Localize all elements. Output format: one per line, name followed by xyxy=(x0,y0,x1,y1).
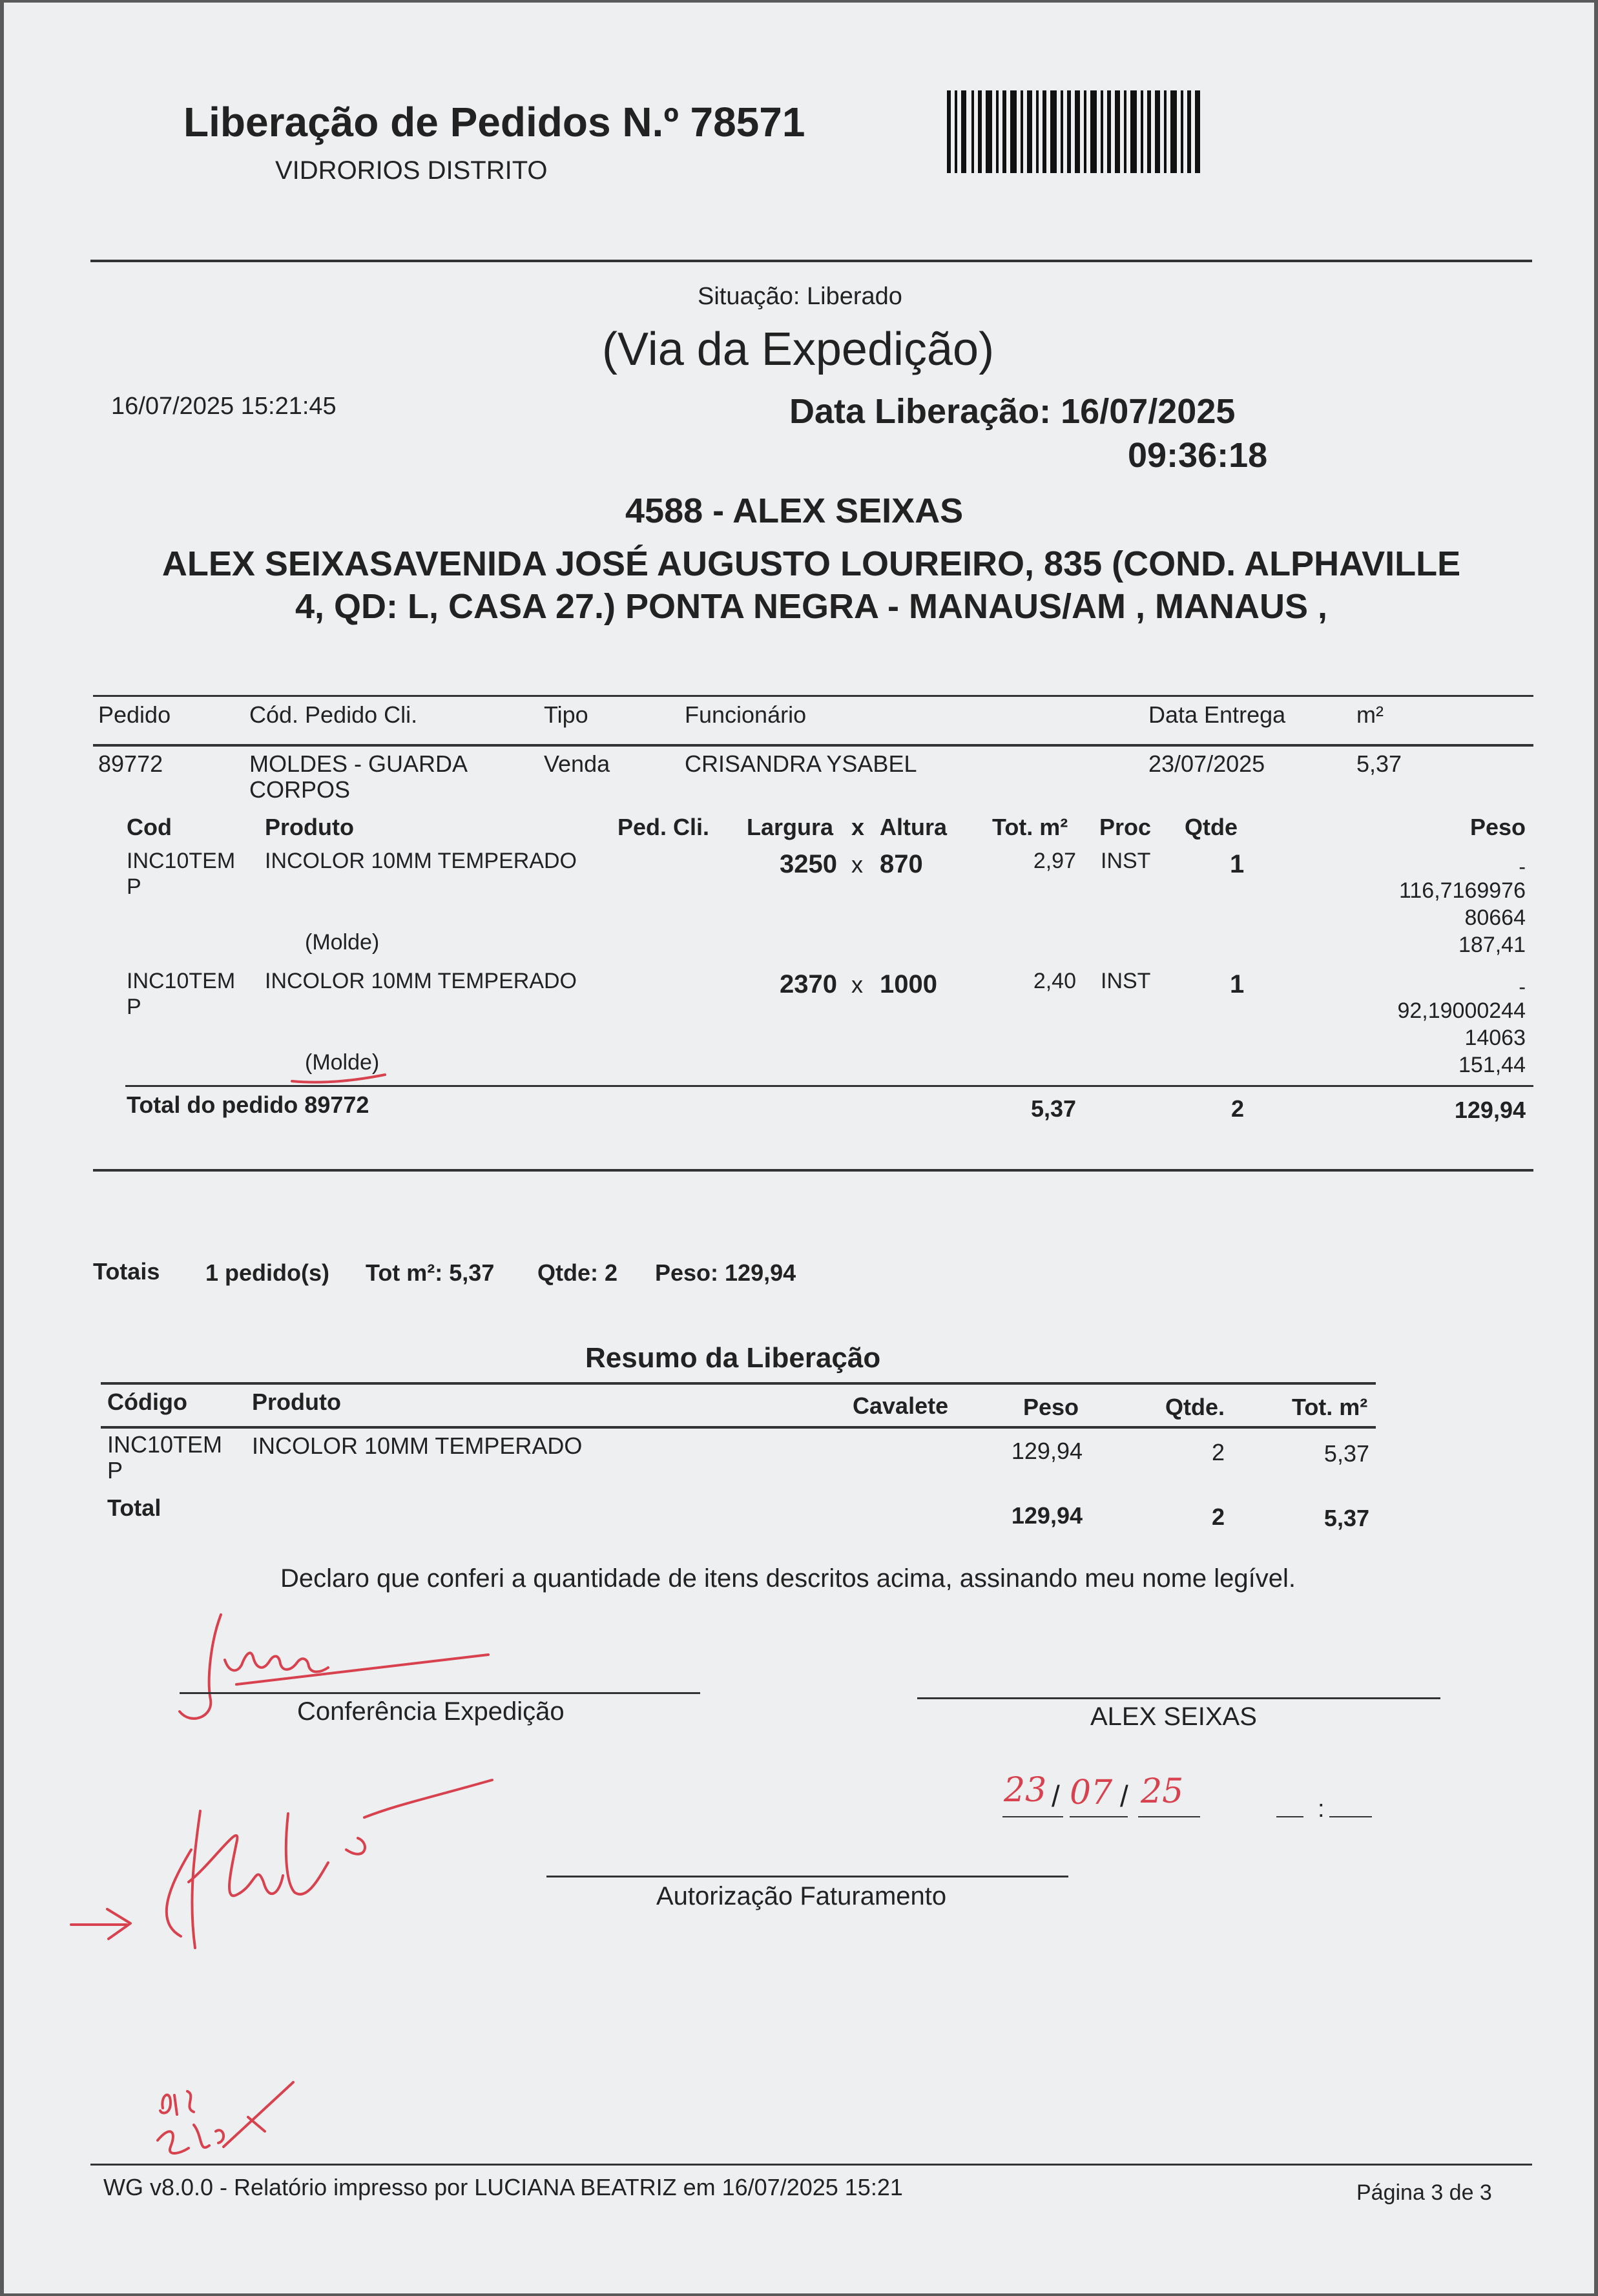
client-address-line2: 4, QD: L, CASA 27.) PONTA NEGRA - MANAUS/AM , MANAUS , xyxy=(295,587,1328,626)
header-divider xyxy=(90,260,1532,262)
client-signature-name: ALEX SEIXAS xyxy=(1090,1702,1257,1731)
conferencia-label: Conferência Expedição xyxy=(297,1697,565,1726)
totals-tot-m2: Tot m²: 5,37 xyxy=(366,1259,495,1286)
order-total-label: Total do pedido 89772 xyxy=(127,1091,369,1118)
item-altura: 870 xyxy=(880,850,923,878)
item-qtde: 1 xyxy=(1230,850,1245,878)
item-peso-line1: - xyxy=(1519,855,1526,878)
date-month-line xyxy=(1070,1816,1128,1817)
item-largura: 3250 xyxy=(780,850,837,878)
date-slash-2: / xyxy=(1120,1779,1128,1813)
item-proc: INST xyxy=(1101,849,1151,873)
date-day: 23 xyxy=(1004,1771,1047,1810)
col-header-data-entrega: Data Entrega xyxy=(1148,701,1286,728)
item-note: (Molde) xyxy=(305,1050,380,1075)
col-header-cod-pedido-cli: Cód. Pedido Cli. xyxy=(249,701,418,728)
item-peso-line1: - xyxy=(1519,975,1526,998)
col-header-funcionario: Funcionário xyxy=(685,701,807,728)
footer-rule xyxy=(90,2164,1532,2166)
item-peso-line3: 14063 xyxy=(1464,1026,1526,1050)
item-col-x: x xyxy=(851,814,865,840)
order-total-peso: 129,94 xyxy=(1454,1097,1526,1123)
item-produto: INCOLOR 10MM TEMPERADO xyxy=(265,969,577,993)
item-tot-m2: 2,40 xyxy=(1033,969,1076,993)
order-tipo: Venda xyxy=(544,750,610,777)
item-peso-line4: 187,41 xyxy=(1458,933,1526,957)
summary-codigo-line2: P xyxy=(107,1457,123,1484)
item-largura: 2370 xyxy=(780,970,837,998)
item-cod-line2: P xyxy=(127,874,141,899)
initials-mark xyxy=(151,2069,313,2166)
summary-qtde: 2 xyxy=(1212,1439,1225,1465)
footer-page-number: Página 3 de 3 xyxy=(1356,2180,1492,2205)
summary-tot-m2: 5,37 xyxy=(1323,1440,1369,1467)
item-peso-line4: 151,44 xyxy=(1458,1053,1526,1077)
totals-qtde: Qtde: 2 xyxy=(537,1259,618,1286)
release-date: Data Liberação: 16/07/2025 xyxy=(789,392,1236,431)
totals-peso: Peso: 129,94 xyxy=(655,1259,796,1286)
order-total-tot-m2: 5,37 xyxy=(1031,1095,1077,1122)
summary-total-peso: 129,94 xyxy=(1011,1502,1083,1529)
order-table-header-rule xyxy=(93,744,1533,747)
barcode xyxy=(947,90,1205,173)
summary-col-tot-m2: Tot. m² xyxy=(1292,1394,1368,1420)
item-col-qtde: Qtde xyxy=(1185,814,1238,840)
time-hour-line xyxy=(1276,1816,1303,1817)
summary-col-peso: Peso xyxy=(1023,1394,1079,1420)
col-header-m2: m² xyxy=(1356,701,1384,728)
order-cod-cli-line2: CORPOS xyxy=(249,776,351,803)
order-pedido: 89772 xyxy=(98,750,163,777)
summary-col-qtde: Qtde. xyxy=(1165,1394,1225,1420)
summary-col-cavalete: Cavalete xyxy=(853,1392,949,1419)
item-col-cod: Cod xyxy=(127,814,172,840)
col-header-pedido: Pedido xyxy=(98,701,171,728)
summary-header-rule xyxy=(101,1426,1376,1429)
item-cod-line1: INC10TEM xyxy=(127,849,236,873)
date-day-line xyxy=(1002,1816,1063,1817)
order-table-top-rule xyxy=(93,695,1533,697)
summary-title: Resumo da Liberação xyxy=(585,1342,881,1374)
autorizacao-label: Autorização Faturamento xyxy=(656,1882,947,1910)
autorizacao-signature xyxy=(62,1766,514,1972)
document-page xyxy=(4,3,1594,2293)
declaration-text: Declaro que conferi a quantidade de itens descritos acima, assinando meu nome legível. xyxy=(280,1564,1296,1593)
item-col-altura: Altura xyxy=(880,814,948,840)
order-table-bottom-rule xyxy=(93,1169,1533,1172)
date-month: 07 xyxy=(1070,1774,1113,1812)
item-x: x xyxy=(851,851,863,878)
item-tot-m2: 2,97 xyxy=(1033,849,1076,873)
item-peso-line3: 80664 xyxy=(1464,905,1526,930)
order-cod-cli-line1: MOLDES - GUARDA xyxy=(249,750,468,777)
via-label: (Via da Expedição) xyxy=(602,324,995,375)
time-separator: : xyxy=(1318,1795,1325,1823)
summary-total-qtde: 2 xyxy=(1212,1504,1225,1530)
client-code-name: 4588 - ALEX SEIXAS xyxy=(625,491,964,530)
item-produto: INCOLOR 10MM TEMPERADO xyxy=(265,849,577,873)
client-signature-line xyxy=(917,1697,1440,1699)
summary-peso: 129,94 xyxy=(1011,1438,1083,1464)
summary-total-label: Total xyxy=(107,1494,161,1521)
item-qtde: 1 xyxy=(1230,970,1245,998)
order-total-rule xyxy=(125,1085,1533,1087)
summary-col-produto: Produto xyxy=(252,1389,341,1415)
autorizacao-signature-line xyxy=(546,1876,1068,1877)
col-header-tipo: Tipo xyxy=(544,701,588,728)
item-col-ped-cli: Ped. Cli. xyxy=(617,814,710,840)
item-x: x xyxy=(851,971,863,998)
order-total-qtde: 2 xyxy=(1231,1095,1245,1122)
item-col-proc: Proc xyxy=(1099,814,1152,840)
footer-report: WG v8.0.0 - Relatório impresso por LUCIANA BEATRIZ em 16/07/2025 15:21 xyxy=(103,2174,903,2200)
summary-codigo-line1: INC10TEM xyxy=(107,1431,223,1458)
item-peso-line2: 116,7169976 xyxy=(1398,878,1526,903)
item-altura: 1000 xyxy=(880,970,937,998)
item-peso-line2: 92,19000244 xyxy=(1397,998,1526,1023)
summary-top-rule xyxy=(101,1382,1376,1385)
date-slash-1: / xyxy=(1052,1779,1060,1813)
date-year-line xyxy=(1138,1816,1200,1817)
document-title: Liberação de Pedidos N.º 78571 xyxy=(183,99,805,145)
company-name: VIDRORIOS DISTRITO xyxy=(275,156,548,185)
item-cod-line2: P xyxy=(127,995,141,1019)
printed-timestamp: 16/07/2025 15:21:45 xyxy=(111,393,337,420)
conferencia-signature-line xyxy=(180,1692,700,1694)
date-year: 25 xyxy=(1141,1772,1184,1811)
item-note: (Molde) xyxy=(305,930,380,955)
item-cod-line1: INC10TEM xyxy=(127,969,236,993)
time-minute-line xyxy=(1329,1816,1372,1817)
totals-pedidos: 1 pedido(s) xyxy=(205,1259,330,1286)
summary-produto: INCOLOR 10MM TEMPERADO xyxy=(252,1432,583,1459)
order-funcionario: CRISANDRA YSABEL xyxy=(685,750,917,777)
item-col-largura: Largura xyxy=(747,814,834,840)
item-col-peso: Peso xyxy=(1469,814,1526,840)
item-col-tot-m2: Tot. m² xyxy=(992,814,1068,840)
item-col-produto: Produto xyxy=(265,814,354,840)
summary-col-codigo: Código xyxy=(107,1389,187,1415)
order-data-entrega: 23/07/2025 xyxy=(1148,750,1265,777)
client-address-line1: ALEX SEIXASAVENIDA JOSÉ AUGUSTO LOUREIRO, 835 (COND. ALPHAVILLE xyxy=(161,544,1461,583)
totals-label: Totais xyxy=(93,1258,160,1285)
order-m2: 5,37 xyxy=(1356,750,1402,777)
status-text: Situação: Liberado xyxy=(698,283,902,310)
item-proc: INST xyxy=(1101,969,1151,993)
release-time: 09:36:18 xyxy=(1128,436,1268,475)
summary-total-tot-m2: 5,37 xyxy=(1323,1505,1369,1531)
